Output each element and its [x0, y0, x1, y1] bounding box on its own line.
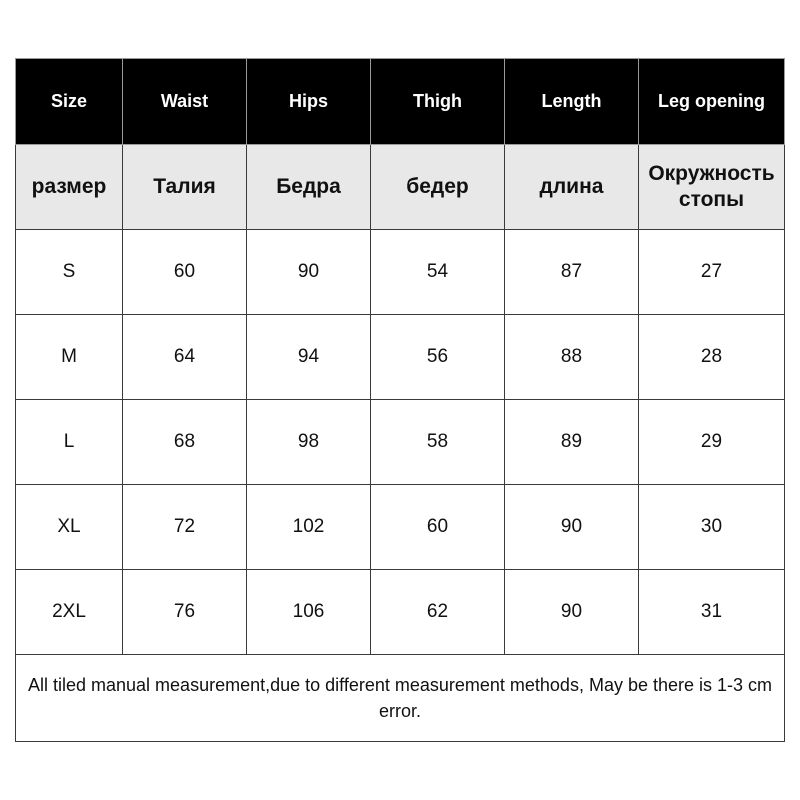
- note-row: [16, 655, 785, 742]
- length-cell: 90: [505, 485, 639, 570]
- thigh-cell: 60: [371, 485, 505, 570]
- size-chart-table: [15, 58, 785, 742]
- waist-cell: 60: [123, 230, 247, 315]
- header-size: Size: [16, 59, 123, 145]
- waist-cell: 76: [123, 570, 247, 655]
- size-cell: XL: [16, 485, 123, 570]
- table-row: [16, 315, 785, 400]
- header-waist: Waist: [123, 59, 247, 145]
- thigh-cell: 62: [371, 570, 505, 655]
- hips-cell: 102: [247, 485, 371, 570]
- header-leg-opening: Leg opening: [639, 59, 785, 145]
- waist-cell: 72: [123, 485, 247, 570]
- header-thigh: Thigh: [371, 59, 505, 145]
- header-hips: Hips: [247, 59, 371, 145]
- hips-cell: 90: [247, 230, 371, 315]
- header-size-ru: размер: [16, 145, 123, 230]
- hips-cell: 98: [247, 400, 371, 485]
- header-length-ru: длина: [505, 145, 639, 230]
- thigh-cell: 58: [371, 400, 505, 485]
- size-cell: 2XL: [16, 570, 123, 655]
- thigh-cell: 56: [371, 315, 505, 400]
- measurement-note: All tiled manual measurement,due to different measurement methods, May be there is 1-3 cm error.: [16, 655, 785, 742]
- leg-opening-cell: 31: [639, 570, 785, 655]
- waist-cell: 68: [123, 400, 247, 485]
- header-hips-ru: Бедра: [247, 145, 371, 230]
- thigh-cell: 54: [371, 230, 505, 315]
- header-waist-ru: Талия: [123, 145, 247, 230]
- table-row: [16, 570, 785, 655]
- length-cell: 88: [505, 315, 639, 400]
- table-row: [16, 485, 785, 570]
- header-leg-opening-ru: Окружность стопы: [639, 145, 785, 230]
- size-cell: S: [16, 230, 123, 315]
- size-cell: M: [16, 315, 123, 400]
- hips-cell: 94: [247, 315, 371, 400]
- table-row: [16, 400, 785, 485]
- header-thigh-ru: бедер: [371, 145, 505, 230]
- leg-opening-cell: 27: [639, 230, 785, 315]
- header-length: Length: [505, 59, 639, 145]
- size-cell: L: [16, 400, 123, 485]
- length-cell: 90: [505, 570, 639, 655]
- leg-opening-cell: 30: [639, 485, 785, 570]
- length-cell: 87: [505, 230, 639, 315]
- leg-opening-cell: 28: [639, 315, 785, 400]
- length-cell: 89: [505, 400, 639, 485]
- leg-opening-cell: 29: [639, 400, 785, 485]
- hips-cell: 106: [247, 570, 371, 655]
- table-row: [16, 230, 785, 315]
- header-row-russian: [16, 145, 785, 230]
- header-row-english: [16, 59, 785, 145]
- waist-cell: 64: [123, 315, 247, 400]
